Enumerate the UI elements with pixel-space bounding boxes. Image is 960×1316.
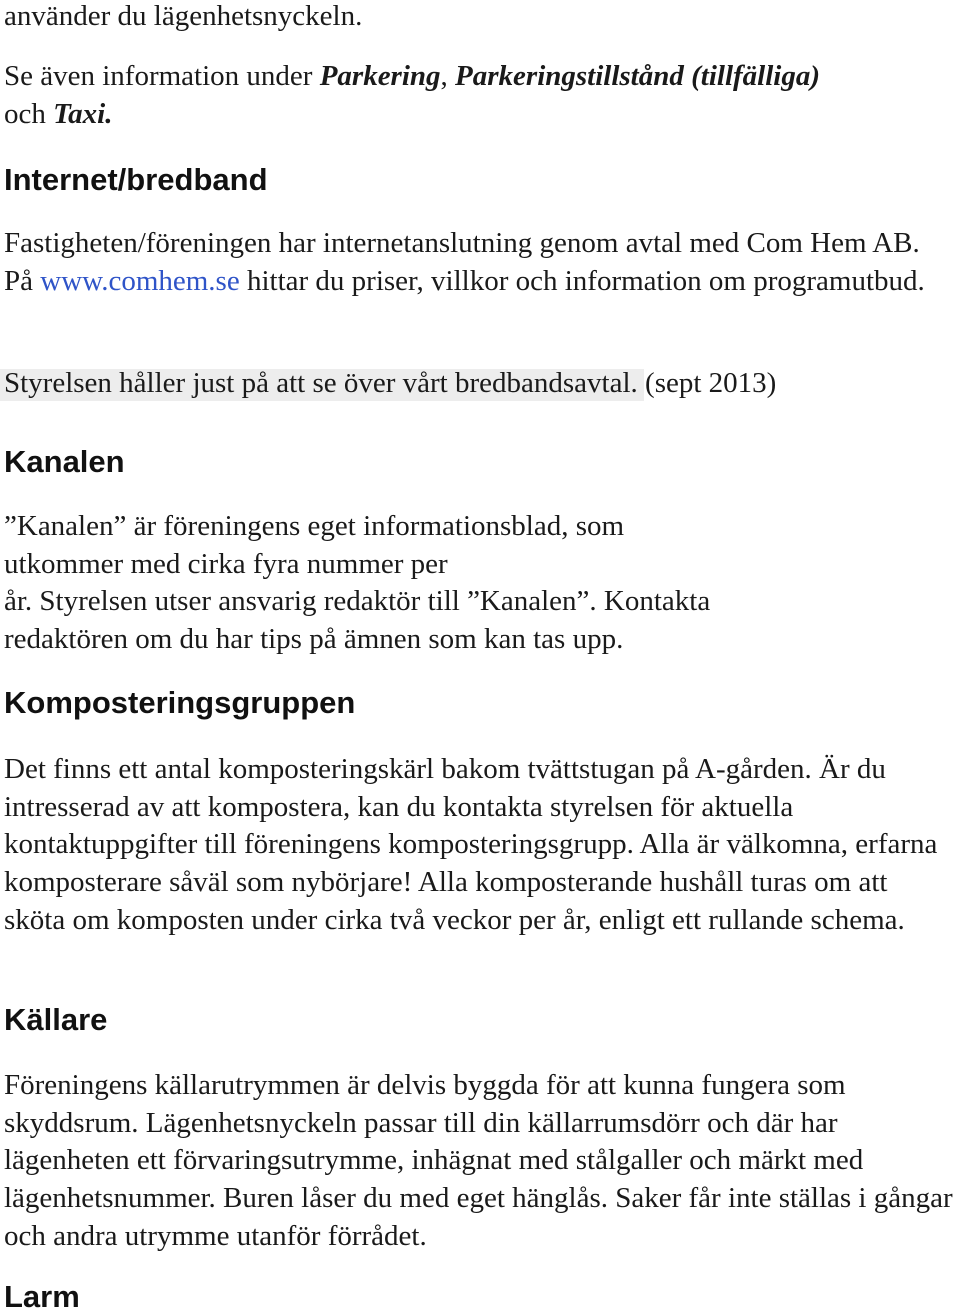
parkeringstillstand-ref: Parkeringstillstånd (tillfälliga) bbox=[455, 60, 820, 92]
styrelsen-date: (sept 2013) bbox=[637, 367, 777, 399]
paragraph-kanalen bbox=[4, 508, 710, 659]
paragraph-lagenhetsnyckel bbox=[4, 0, 362, 36]
heading-kanalen: Kanalen bbox=[4, 444, 125, 479]
heading-kallare: Källare bbox=[4, 1002, 108, 1037]
paragraph-fastigheten bbox=[4, 225, 954, 300]
paragraph-kompost: Det finns ett antal komposteringskärl bakom tvättstugan på A-gården. Är du intresserad av att kompostera, kan du kontakta styrelsen för aktuella kontaktuppgifter till föreningens komposteringsgrupp. Alla är välkomna, erfarna komposterare såväl som nybörjare! Alla komposterande hushåll turas om att sköta om komposten under cirka två veckor per år, enligt ett rullande schema. bbox=[4, 753, 938, 936]
heading-larm: Larm bbox=[4, 1279, 80, 1314]
comhem-link[interactable]: www.comhem.se bbox=[40, 264, 240, 297]
kanalen-line-3: år. Styrelsen utser ansvarig redaktör till ”Kanalen”. Kontakta bbox=[4, 585, 711, 618]
parkering-ref: Parkering bbox=[319, 60, 441, 92]
se-aven-och: och bbox=[4, 97, 54, 130]
fastigheten-suffix: hittar du priser, villkor och information om programutbud. bbox=[239, 264, 925, 297]
se-aven-period: . bbox=[105, 97, 113, 130]
paragraph-styrelsen-bredband bbox=[4, 365, 776, 403]
paragraph-se-aven bbox=[4, 58, 820, 133]
lagenhetsnyckel-text: använder du lägenhetsnyckeln. bbox=[4, 0, 363, 32]
se-aven-prefix: Se även information under bbox=[4, 60, 320, 92]
kanalen-line-1: ”Kanalen” är föreningens eget informationsblad, som bbox=[4, 510, 625, 542]
heading-komposteringsgruppen: Komposteringsgruppen bbox=[4, 685, 356, 720]
se-aven-comma: , bbox=[440, 60, 456, 92]
highlighted-text: Styrelsen håller just på att se över vårt bredbandsavtal. bbox=[4, 367, 638, 399]
heading-internet-bredband: Internet/bredband bbox=[4, 162, 268, 197]
kanalen-line-2: utkommer med cirka fyra nummer per bbox=[4, 547, 448, 580]
taxi-ref: Taxi bbox=[53, 97, 106, 130]
kanalen-line-4: redaktören om du har tips på ämnen som kan tas upp. bbox=[4, 623, 624, 656]
paragraph-kallare: Föreningens källarutrymmen är delvis byggda för att kunna fungera som skyddsrum. Lägenhetsnyckeln passar till din källarrumsdörr och där har lägenheten ett förvaringsutrymme, inhägnat med stålgaller och märkt med lägenhetsnummer. Buren låser du med eget hänglås. Saker får inte ställas i gångar och andra utrymme utanför förrådet. bbox=[4, 1069, 953, 1252]
fastigheten-prefix: Fastigheten/föreningen har internetanslutning genom avtal med Com Hem AB. På bbox=[4, 227, 920, 297]
